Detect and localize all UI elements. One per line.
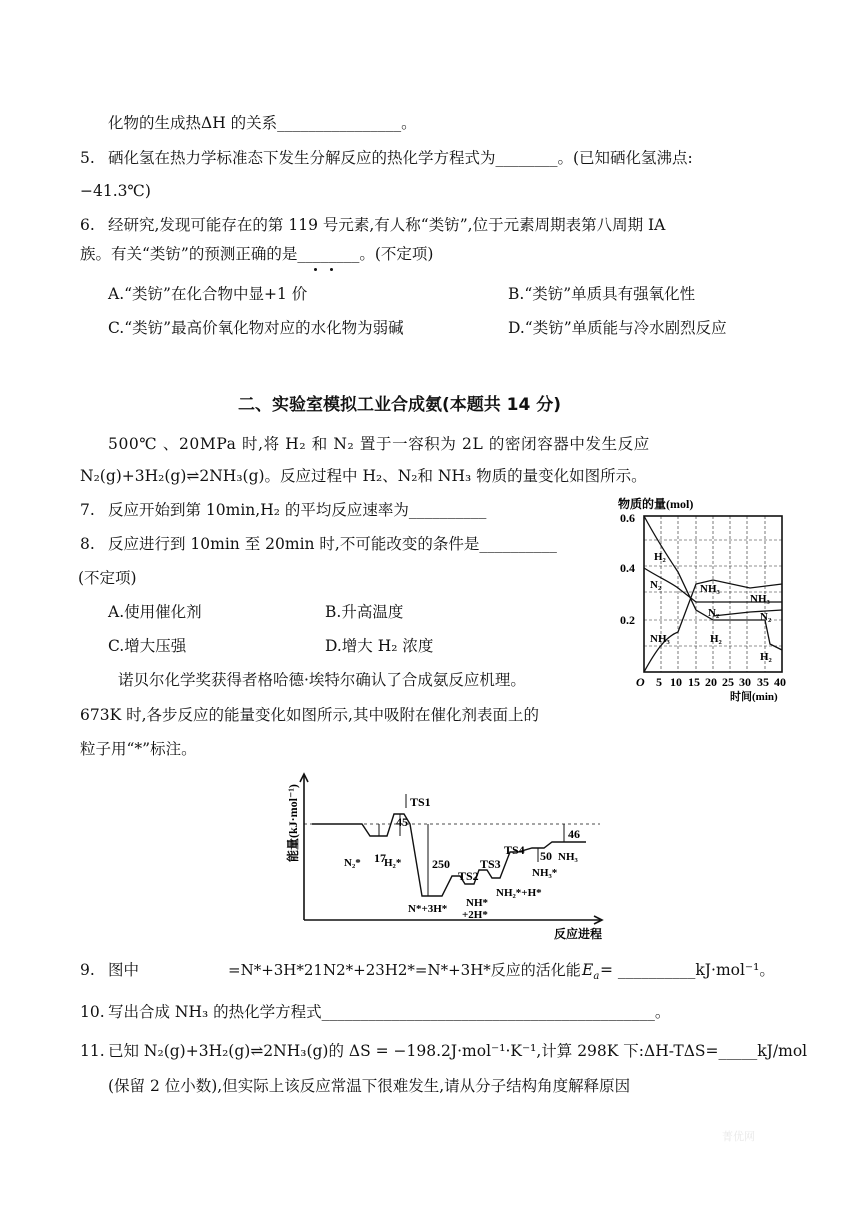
q7-text: 反应开始到第 10min,H₂ 的平均反应速率为__________ [108,501,487,519]
svg-text:46: 46 [568,827,580,841]
q10-text: 写出合成 NH₃ 的热化学方程式___________________________________________。 [108,1003,671,1021]
emphasis-dot [330,268,333,271]
graph1-ylabel: 物质的量(mol) [618,497,694,511]
graph1-xticks [656,675,786,689]
svg-text:N₂: N₂ [708,607,720,619]
q5-number: 5. [80,149,95,167]
svg-text:30: 30 [739,675,751,689]
svg-text:NH₃: NH₃ [750,593,770,605]
graph2-ylabel: 能量(kJ·mol⁻¹) [286,784,300,862]
svg-text:H₂: H₂ [760,651,772,663]
q6-option-c: C.“类钫”最高价氧化物对应的水化物为弱碱 [108,319,404,337]
graph2-xlabel: 反应进程 [554,927,603,941]
q8-option-a: A.使用催化剂 [108,603,202,621]
q6-text-cont: 族。有关“类钫”的预测正确的是________。(不定项) [80,245,434,263]
mechanism-paragraph-cont: 粒子用“*”标注。 [80,740,197,758]
q9-number: 9. [80,961,95,979]
intro-text: 500℃ 、20MPa 时,将 H₂ 和 N₂ 置于一容积为 2L 的密闭容器中发生反应 [108,435,650,453]
svg-text:0.2: 0.2 [620,613,635,627]
graph1-xlabel: 时间(min) [730,691,778,702]
svg-text:25: 25 [722,675,734,689]
svg-text:15: 15 [688,675,700,689]
svg-text:N₂*: N₂* [344,857,361,869]
q11-text: 已知 N₂(g)+3H₂(g)⇌2NH₃(g)的 ΔS = −198.2J·mol⁻¹·K⁻¹,计算 298K 下:ΔH-TΔS=_____kJ/mol [108,1042,808,1060]
svg-text:N*+3H*: N*+3H* [408,903,448,915]
q6-option-d: D.“类钫”单质能与冷水剧烈反应 [508,319,727,337]
q5-text: 硒化氢在热力学标准态下发生分解反应的热化学方程式为________。(已知硒化氢沸点: [108,149,693,167]
svg-text:35: 35 [757,675,769,689]
svg-text:17: 17 [374,851,386,865]
q10-number: 10. [80,1003,105,1021]
q6-option-b: B.“类钫”单质具有强氧化性 [508,285,696,303]
svg-text:NH₃: NH₃ [650,633,670,645]
svg-text:50: 50 [540,849,552,863]
svg-text:NH₃: NH₃ [558,851,578,863]
graph2-ts-labels [410,795,525,883]
q9-text-prefix: 图中 [108,961,140,979]
q9-text-suffix: = __________kJ·mol⁻¹。 [600,961,775,979]
q5-text-cont: −41.3℃) [80,182,151,200]
mechanism-paragraph-cont: 673K 时,各步反应的能量变化如图所示,其中吸附在催化剂表面上的 [80,706,539,724]
svg-text:TS4: TS4 [504,843,525,857]
q6-option-a: A.“类钫”在化合物中显+1 价 [108,285,308,303]
q11-number: 11. [80,1042,105,1060]
q9-ea-symbol: $E_a$ [582,961,600,983]
q8-text-cont: (不定项) [78,569,137,587]
watermark: 菁优网 [722,1130,755,1143]
svg-text:H₂*: H₂* [384,857,402,869]
q6-number: 6. [80,216,95,234]
q8-text: 反应进行到 10min 至 20min 时,不可能改变的条件是__________ [108,535,557,553]
q4-answer-line: 化物的生成热ΔH 的关系________________。 [108,114,417,132]
svg-text:TS1: TS1 [410,795,431,809]
svg-text:NH₃*: NH₃* [532,867,558,879]
svg-text:TS2: TS2 [458,869,479,883]
q8-option-d: D.增大 H₂ 浓度 [325,637,434,655]
svg-text:N₂: N₂ [760,611,772,623]
section-title: 二、实验室模拟工业合成氨(本题共 14 分) [238,395,562,415]
svg-text:NH₂*+H*: NH₂*+H* [496,887,542,899]
energy-profile-graph [282,770,622,945]
q6-text: 经研究,发现可能存在的第 119 号元素,有人称“类钫”,位于元素周期表第八周期 IA [108,216,666,234]
q8-option-b: B.升高温度 [325,603,404,621]
q11-text-cont: (保留 2 位小数),但实际上该反应常温下很难发生,请从分子结构角度解释原因 [108,1077,631,1095]
svg-text:TS3: TS3 [480,857,501,871]
q7-number: 7. [80,501,95,519]
svg-text:0.4: 0.4 [620,561,635,575]
svg-text:10: 10 [670,675,682,689]
q9-text: =N*+3H*21N2*+23H2*=N*+3H*反应的活化能 [228,961,581,979]
intro-text-cont: N₂(g)+3H₂(g)⇌2NH₃(g)。反应过程中 H₂、N₂和 NH₃ 物质的量变化如图所示。 [80,467,647,485]
svg-text:5: 5 [656,675,662,689]
svg-text:45: 45 [396,815,408,829]
svg-text:0.6: 0.6 [620,511,635,525]
amount-time-graph [610,492,790,702]
svg-text:NH*: NH* [466,897,488,909]
svg-text:H₂: H₂ [654,551,666,563]
svg-text:+2H*: +2H* [462,909,488,921]
emphasis-dot [314,268,317,271]
mechanism-paragraph: 诺贝尔化学奖获得者格哈德·埃特尔确认了合成氨反应机理。 [118,671,526,689]
svg-text:NH₃: NH₃ [700,583,720,595]
q8-number: 8. [80,535,95,553]
svg-text:250: 250 [432,857,450,871]
graph1-yticks [620,511,635,627]
svg-text:20: 20 [705,675,717,689]
svg-text:40: 40 [774,675,786,689]
svg-text:H₂: H₂ [710,633,722,645]
graph2-energy-values [374,815,580,871]
q8-option-c: C.增大压强 [108,637,187,655]
graph1-origin: O [636,675,645,689]
svg-text:N₂: N₂ [650,579,662,591]
